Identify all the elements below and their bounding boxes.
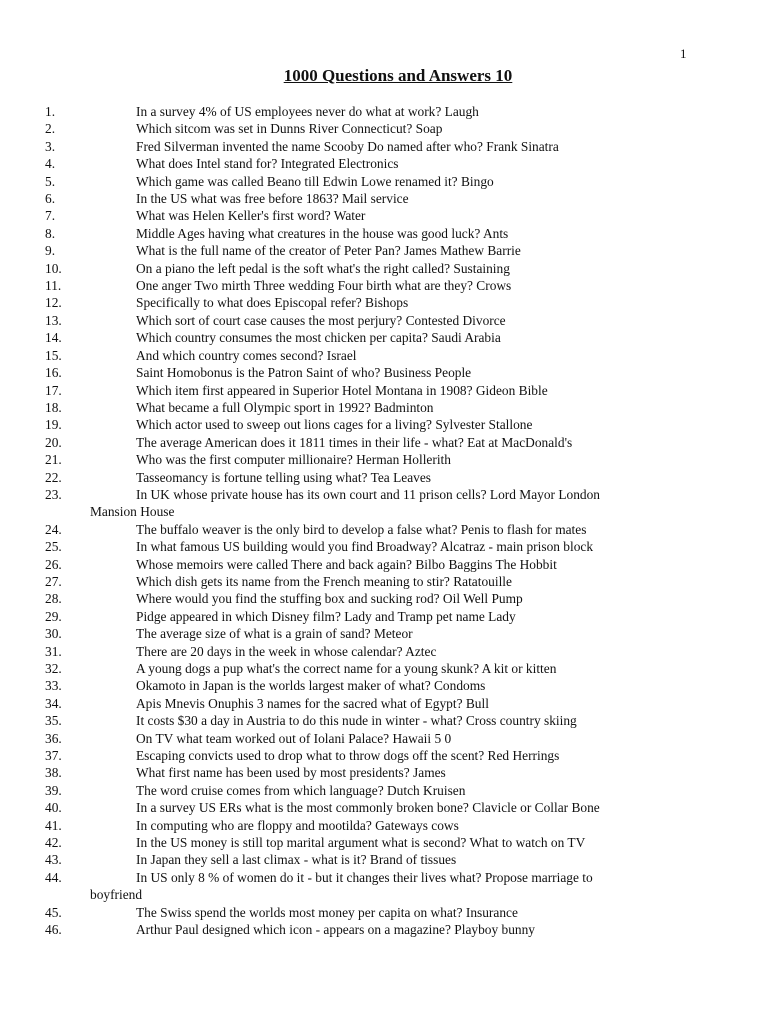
question-number: 13.	[45, 312, 62, 328]
question-item	[0, 730, 768, 747]
question-item	[0, 764, 768, 781]
question-number: 7.	[45, 208, 56, 224]
question-text: In UK whose private house has its own court and 11 prison cells? Lord Mayor London	[136, 486, 600, 502]
question-number: 16.	[45, 365, 62, 381]
question-text: One anger Two mirth Three wedding Four birth what are they? Crows	[136, 278, 512, 294]
question-number: 40.	[45, 800, 62, 816]
question-text: A young dogs a pup what's the correct name for a young skunk? A kit or kitten	[136, 661, 557, 676]
question-number: 4.	[45, 156, 56, 172]
question-item	[0, 173, 768, 190]
question-number: 31.	[45, 643, 62, 659]
question-item	[0, 660, 768, 677]
question-number: 44.	[45, 869, 62, 885]
question-number: 45.	[45, 904, 62, 920]
question-text: On TV what team worked out of Iolani Palace? Hawaii 5 0	[136, 730, 452, 746]
question-text: The word cruise comes from which language? Dutch Kruisen	[136, 782, 466, 798]
question-number: 22.	[45, 469, 62, 485]
question-text: What is the full name of the creator of Peter Pan? James Mathew Barrie	[136, 243, 521, 259]
question-number: 6.	[45, 191, 56, 207]
question-number: 15.	[45, 347, 62, 363]
question-item	[0, 538, 768, 555]
question-text: In the US money is still top marital argument what is second? What to watch on TV	[136, 835, 586, 851]
question-item	[0, 851, 768, 868]
question-number: 21.	[45, 452, 62, 468]
question-item	[0, 590, 768, 607]
question-number: 25.	[45, 539, 62, 555]
question-number: 14.	[45, 330, 62, 346]
question-item	[0, 817, 768, 834]
question-number: 37.	[45, 748, 62, 764]
question-number: 9.	[45, 243, 56, 259]
question-text: What first name has been used by most presidents? James	[136, 765, 446, 781]
page-title: 1000 Questions and Answers 10	[283, 66, 513, 85]
question-item	[0, 294, 768, 311]
question-number: 18.	[45, 399, 62, 415]
question-item	[0, 921, 768, 938]
question-item	[0, 329, 768, 346]
question-item	[0, 312, 768, 329]
question-text: It costs $30 a day in Austria to do this nude in winter - what? Cross country skiing	[136, 713, 577, 729]
question-text: Where would you find the stuffing box and sucking rod? Oil Well Pump	[136, 591, 523, 607]
question-item	[0, 399, 768, 416]
question-item	[0, 155, 768, 172]
question-text-continuation: Mansion House	[90, 504, 175, 520]
question-text: Which country consumes the most chicken per capita? Saudi Arabia	[136, 330, 501, 346]
question-number: 33.	[45, 678, 62, 694]
question-item	[0, 120, 768, 137]
question-item	[0, 434, 768, 451]
question-item	[0, 904, 768, 921]
page-number: 1	[680, 46, 687, 61]
question-item	[0, 625, 768, 642]
question-item	[0, 190, 768, 207]
question-text: The Swiss spend the worlds most money per capita on what? Insurance	[136, 904, 518, 920]
question-text: What was Helen Keller's first word? Water	[136, 208, 366, 224]
question-number: 24.	[45, 521, 62, 537]
question-item	[0, 103, 768, 120]
question-item	[0, 364, 768, 381]
question-text: In a survey 4% of US employees never do what at work? Laugh	[136, 104, 479, 119]
question-text: In US only 8 % of women do it - but it changes their lives what? Propose marriage to	[136, 869, 593, 885]
question-item	[0, 225, 768, 242]
question-text: Which item first appeared in Superior Hotel Montana in 1908? Gideon Bible	[136, 382, 548, 398]
question-item	[0, 643, 768, 660]
question-number: 35.	[45, 713, 62, 729]
question-text: Pidge appeared in which Disney film? Lady and Tramp pet name Lady	[136, 608, 516, 624]
question-item	[0, 486, 768, 521]
question-text: Arthur Paul designed which icon - appears on a magazine? Playboy bunny	[136, 922, 536, 938]
question-text: There are 20 days in the week in whose calendar? Aztec	[136, 643, 437, 659]
question-text: Fred Silverman invented the name Scooby Do named after who? Frank Sinatra	[136, 138, 559, 154]
question-number: 11.	[45, 278, 62, 294]
question-item	[0, 469, 768, 486]
question-text: On a piano the left pedal is the soft what's the right called? Sustaining	[136, 260, 510, 276]
question-number: 1.	[45, 104, 56, 119]
question-item	[0, 260, 768, 277]
question-number: 41.	[45, 817, 62, 833]
question-number: 17.	[45, 382, 62, 398]
question-item	[0, 556, 768, 573]
question-number: 42.	[45, 835, 62, 851]
question-number: 43.	[45, 852, 62, 868]
question-text: Specifically to what does Episcopal refer? Bishops	[136, 295, 409, 311]
question-number: 12.	[45, 295, 62, 311]
question-text: What became a full Olympic sport in 1992? Badminton	[136, 399, 434, 415]
question-text: Which game was called Beano till Edwin Lowe renamed it? Bingo	[136, 173, 494, 189]
question-text: Saint Homobonus is the Patron Saint of who? Business People	[136, 365, 472, 381]
question-item	[0, 869, 768, 904]
question-text: In the US what was free before 1863? Mail service	[136, 191, 409, 207]
question-number: 39.	[45, 782, 62, 798]
question-text: Which dish gets its name from the French meaning to stir? Ratatouille	[136, 573, 512, 589]
question-text: Middle Ages having what creatures in the house was good luck? Ants	[136, 225, 509, 241]
question-number: 3.	[45, 138, 56, 154]
question-item	[0, 608, 768, 625]
question-item	[0, 573, 768, 590]
question-text: And which country comes second? Israel	[136, 347, 357, 363]
question-text: In Japan they sell a last climax - what is it? Brand of tissues	[136, 852, 457, 868]
question-text: In a survey US ERs what is the most commonly broken bone? Clavicle or Collar Bone	[136, 800, 600, 816]
question-number: 30.	[45, 626, 62, 642]
question-text-continuation: boyfriend	[90, 887, 143, 903]
question-number: 8.	[45, 225, 56, 241]
question-text: Who was the first computer millionaire? Herman Hollerith	[136, 452, 451, 468]
question-number: 32.	[45, 661, 62, 676]
question-text: In computing who are floppy and mootilda? Gateways cows	[136, 817, 459, 833]
question-number: 20.	[45, 434, 62, 450]
question-text: The average size of what is a grain of sand? Meteor	[136, 626, 413, 642]
question-text: The average American does it 1811 times in their life - what? Eat at MacDonald's	[136, 434, 573, 450]
question-text: Whose memoirs were called There and back again? Bilbo Baggins The Hobbit	[136, 556, 557, 572]
question-text: What does Intel stand for? Integrated Electronics	[136, 156, 399, 172]
question-item	[0, 138, 768, 155]
question-number: 27.	[45, 573, 62, 589]
question-item	[0, 451, 768, 468]
question-number: 28.	[45, 591, 62, 607]
question-text: Which sort of court case causes the most perjury? Contested Divorce	[136, 312, 506, 328]
question-item	[0, 242, 768, 259]
question-number: 36.	[45, 730, 62, 746]
question-text: In what famous US building would you find Broadway? Alcatraz - main prison block	[136, 539, 594, 555]
question-number: 23.	[45, 486, 62, 502]
question-item	[0, 277, 768, 294]
question-number: 29.	[45, 608, 62, 624]
question-item	[0, 416, 768, 433]
question-text: Okamoto in Japan is the worlds largest maker of what? Condoms	[136, 678, 486, 694]
question-number: 2.	[45, 121, 56, 137]
question-item	[0, 782, 768, 799]
question-item	[0, 207, 768, 224]
question-text: Tasseomancy is fortune telling using what? Tea Leaves	[136, 469, 431, 485]
question-number: 46.	[45, 922, 62, 938]
question-item	[0, 799, 768, 816]
question-text: Apis Mnevis Onuphis 3 names for the sacred what of Egypt? Bull	[136, 695, 489, 711]
question-item	[0, 695, 768, 712]
question-item	[0, 347, 768, 364]
question-item	[0, 712, 768, 729]
question-item	[0, 677, 768, 694]
question-text: The buffalo weaver is the only bird to develop a false what? Penis to flash for mates	[136, 521, 587, 537]
question-number: 10.	[45, 260, 62, 276]
question-text: Escaping convicts used to drop what to throw dogs off the scent? Red Herrings	[136, 748, 560, 764]
question-item	[0, 521, 768, 538]
question-number: 34.	[45, 695, 62, 711]
question-number: 26.	[45, 556, 62, 572]
question-item	[0, 834, 768, 851]
question-text: Which actor used to sweep out lions cages for a living? Sylvester Stallone	[136, 417, 533, 433]
question-list	[0, 103, 768, 939]
question-number: 5.	[45, 173, 56, 189]
question-text: Which sitcom was set in Dunns River Connecticut? Soap	[136, 121, 443, 137]
question-number: 38.	[45, 765, 62, 781]
question-item	[0, 382, 768, 399]
question-number: 19.	[45, 417, 62, 433]
question-item	[0, 747, 768, 764]
